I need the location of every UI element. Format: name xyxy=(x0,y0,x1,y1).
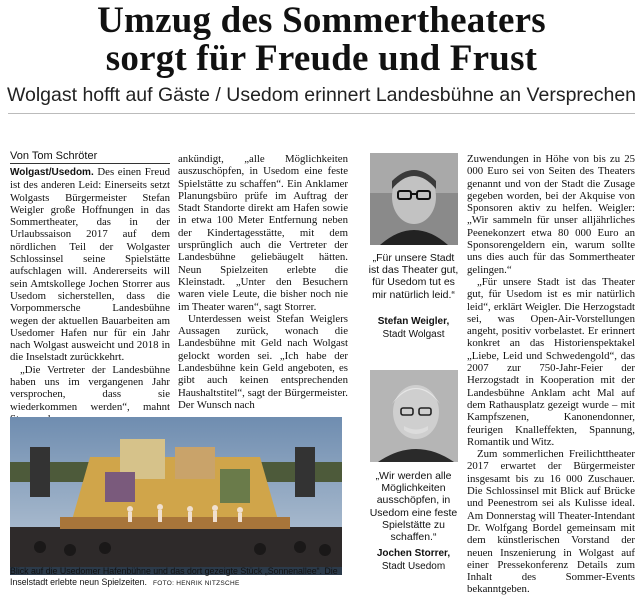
quote-attribution-weigler xyxy=(366,316,461,341)
photo-caption xyxy=(10,566,350,589)
paragraph-7: Zum sommerlichen Freilichttheater 2017 erwartet der Bürgermeister insgesamt bis zu 16 000 Zuschauer. Die Schlossinsel mit Blick auf Brücke und Peenestrom sei als Kulisse ideal. Am Donnerstag will Theater-Intendant Dr. Wolfgang Bordel gemeinsam mit dem künstlerischen Vorstand der neuen Inszenierung in Wolgast auf einer Pressekonferenz Details zum Inhalt des Sommer-Events bekanntgeben. xyxy=(467,448,635,596)
theater-photo xyxy=(10,417,342,575)
pull-quote-weigler: „Für unsere Stadt ist das Theater gut, für Usedom tut es mir natürlich leid.“ xyxy=(368,252,459,301)
headline-line-1: Umzug des Sommertheaters xyxy=(97,0,546,41)
quote-role-weigler: Stadt Wolgast xyxy=(382,328,445,340)
paragraph-5: Zuwendungen in Höhe von bis zu 25 000 Euro sei von Seiten des Theaters genannt und von der Stadt die Zusage gegeben worden, bei der Akquise von Sponsoren aktiv zu helfen. Weigler: „Wir sammeln für unser alljährliches Peenekonzert etwa 80 000 Euro an Sponsorengeldern ein, warum sollte uns dies auch für das Sommertheater gelingen.“ xyxy=(467,153,635,276)
paragraph-4: Unterdessen weist Stefan Weiglers Aussagen zurück, wonach die Landesbühne mit Geld nach Wolgast gelockt worden sei. „Ich habe der Landesbühne kein Geld angeboten, es gibt auch keinen entsprechenden Haushaltstitel“, sagt der Bürgermeister. Der Wunsch nach xyxy=(178,312,348,411)
article-column-2 xyxy=(178,153,348,411)
quote-name-storrer: Jochen Storrer, xyxy=(376,548,451,559)
paragraph-1 xyxy=(10,166,170,364)
headline xyxy=(0,2,643,78)
quote-attribution-storrer xyxy=(366,548,461,573)
portrait-storrer-image xyxy=(370,370,458,462)
paragraph-3: ankündigt, „alle Möglichkeiten auszuschöpfen, in Usedom eine feste Spielstätte zu schaffen“. Ein Anklamer Planungsbüro prüfe im Auftrag der Stadt Standorte direkt am Hafen sowie in etwa 100 Meter Entfernung neben der Kindertagesstätte, mit dem ursprünglich auch die Vertreter der Landesbühne geliebäugelt hätten. Neun Spielzeiten erlebte die Kleinstadt. „Unter den Besuchern waren viele Leute, die bisher noch nie im Theater waren“, sagt Storrer. xyxy=(178,153,348,313)
byline: Von Tom Schröter xyxy=(10,150,170,164)
divider xyxy=(8,113,635,114)
headline-line-2: sorgt für Freude und Frust xyxy=(105,38,538,79)
article-column-1 xyxy=(10,166,170,425)
portrait-storrer xyxy=(370,370,458,462)
article-column-4 xyxy=(467,153,635,596)
portrait-weigler-image xyxy=(370,153,458,245)
caption-text: Blick auf die Usedomer Hafenbühne und das dort gezeigte Stück „Sonnenallee“. Die Inselstadt erlebte neun Spielzeiten. xyxy=(10,566,338,587)
pull-quote-storrer: „Wir werden alle Möglichkeiten ausschöpfen, in Usedom eine feste Spielstätte zu schaffen.“ xyxy=(369,470,458,544)
theater-photo-image xyxy=(10,417,342,567)
photo-credit: FOTO: HENRIK NITZSCHE xyxy=(152,580,240,587)
portrait-weigler xyxy=(370,153,458,245)
paragraph-2: „Die Vertreter der Landesbühne haben uns im vergangenen Jahr versprochen, dass sie wiederkommen werden“, mahnt xyxy=(10,363,170,413)
paragraph-6: „Für unsere Stadt ist das Theater gut, für Usedom ist es mir natürlich leid“, erklärt Weigler. Die Herzogstadt sei, was Open-Air-Vorstellungen angeht, positiv vorbelastet. Er erinnert konkret an das Historienspektakel „Liebe, Leid und Schwedengold“, das 2007 zur 750-Jahr-Feier der Herzogstadt in Kooperation mit der Landesbühne Anklam acht Mal auf dem Rathausplatz gezeigt wurde – mit Kampfszenen, Kanonendonner, feurigen Knalleffekten, Spannung, Romantik und Witz. xyxy=(467,275,635,448)
dateline: Wolgast/Usedom. xyxy=(10,167,94,178)
subheadline: Wolgast hofft auf Gäste / Usedom erinnert Landesbühne an Versprechen xyxy=(6,84,637,106)
quote-name-weigler: Stefan Weigler, xyxy=(377,316,450,327)
paragraph-1-text: Des einen Freud ist des anderen Leid: Einerseits setzt Wolgasts Bürgermeister Stefan Weigler große Hoffnungen in das Sommertheater, das in der Urlaubssaison 2017 auf dem nördlichen Teil der Wolgaster Schlossinsel seine Spielstätte aufschlagen will. Andererseits will sein Amtskollege Jochen Storrer aus Usedom sicherstellen, dass die Vorpommersche Landesbühne wegen der aktuellen Bauarbeiten am Usedomer Hafen nur für ein Jahr nach Wolgast ausweicht und 2018 in die Inselstadt zurückkehrt. xyxy=(10,166,170,364)
quote-role-storrer: Stadt Usedom xyxy=(381,560,446,572)
